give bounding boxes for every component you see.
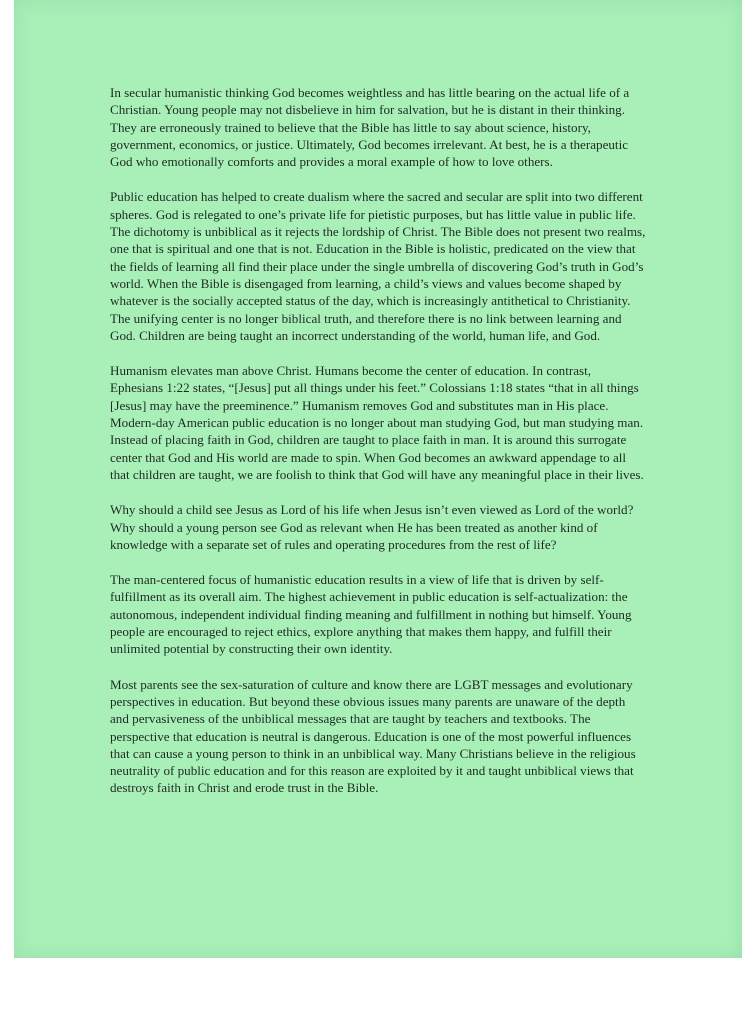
paragraph-parents-awareness: Most parents see the sex-saturation of culture and know there are LGBT messages and evolutionary perspectives in education. But beyond these obvious issues many parents are unaware of the depth and pervasiveness of the unbiblical messages that are taught by teachers and textbooks. The perspective that education is neutral is dangerous. Education is one of the most powerful influences that can cause a young person to think in an unbiblical way. Many Christians believe in the religious neutrality of public education and for this reason are exploited by it and taught unbiblical views that destroys faith in Christ and erode trust in the Bible. (110, 676, 636, 796)
paragraph-humanism-elevates-man: Humanism elevates man above Christ. Humans become the center of education. In contrast, Ephesians 1:22 states, “[Jesus] put all things under his feet.” Colossians 1:18 states “that in all things [Jesus] may have the preeminence.” Humanism removes God and substitutes man in His place. Modern-day American public education is no longer about man studying God, but man studying man. Instead of placing faith in God, children are taught to place faith in man. It is around this surrogate center that God and His world are made to spin. When God becomes an awkward appendage to all that children are taught, we are foolish to think that God will have any meaningful place in their lives. (110, 363, 644, 482)
paragraph-why-should-a-child: Why should a child see Jesus as Lord of his life when Jesus isn’t even viewed as Lord of the world? Why should a young person see God as relevant when He has been treated as another kind of knowledge with a separate set of rules and operating procedures from the rest of life? (110, 502, 634, 552)
paragraph-secular-humanism: In secular humanistic thinking God becomes weightless and has little bearing on the actual life of a Christian. Young people may not disbelieve in him for salvation, but he is distant in their thinking. They are erroneously trained to believe that the Bible has little to say about science, history, government, economics, or justice. Ultimately, God becomes irrelevant. At best, he is a therapeutic God who emotionally comforts and provides a moral example of how to love others. (110, 85, 630, 170)
paragraph-man-centered-focus: The man-centered focus of humanistic education results in a view of life that is driven by self-fulfillment as its overall aim. The highest achievement in public education is self-actualization: the autonomous, independent individual finding meaning and fulfillment in nothing but himself. Young people are encouraged to reject ethics, explore anything that makes them happy, and fulfill their unlimited potential by constructing their own identity. (110, 572, 632, 657)
paragraph-dualism: Public education has helped to create dualism where the sacred and secular are split into two different spheres. God is relegated to one’s private life for pietistic purposes, but has little value in public life. The dichotomy is unbiblical as it rejects the lordship of Christ. The Bible does not present two realms, one that is spiritual and one that is not. Education in the Bible is holistic, predicated on the view that the fields of learning all find their place under the single umbrella of discovering God’s truth in God’s world. When the Bible is disengaged from learning, a child’s views and values become shaped by whatever is the socially accepted status of the day, which is increasingly antithetical to Christianity. The unifying center is no longer biblical truth, and therefore there is no link between learning and God. Children are being taught an incorrect understanding of the world, human life, and God. (110, 189, 646, 343)
document-body (110, 84, 646, 815)
